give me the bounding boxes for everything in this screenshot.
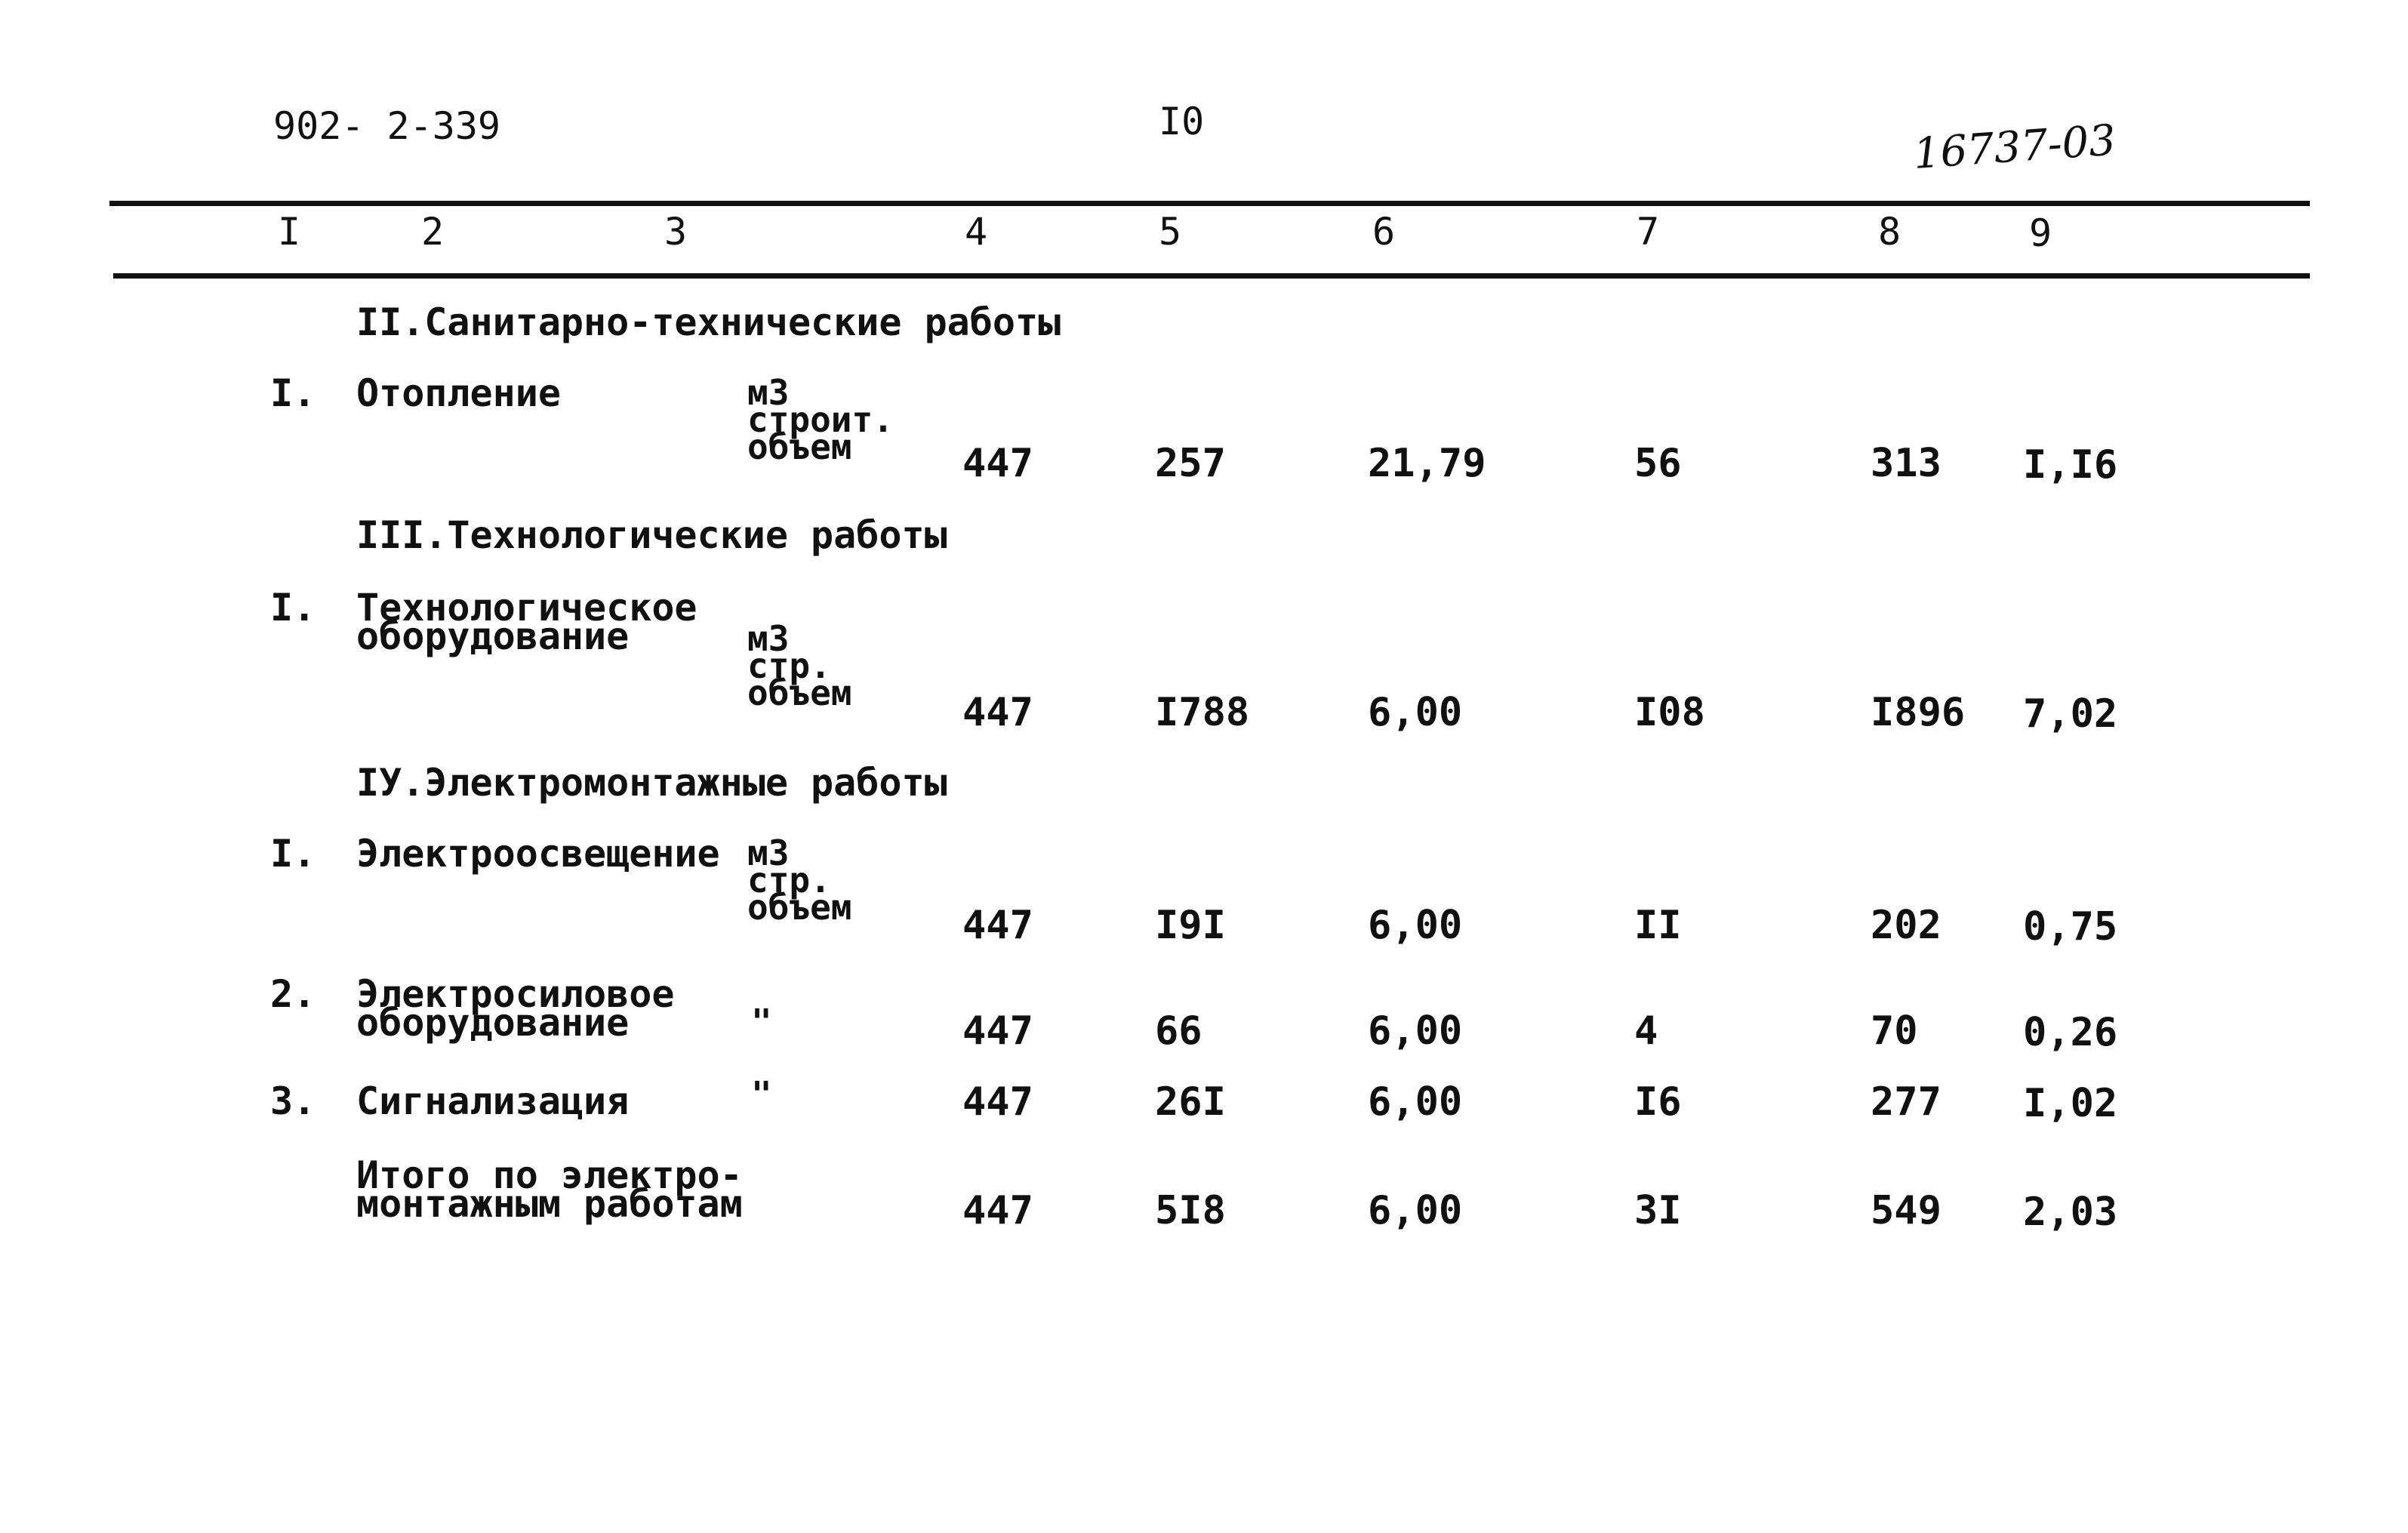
column-header-5: 5 xyxy=(1159,210,1182,254)
row-name: Отопление xyxy=(356,371,561,415)
cell-col9: 7,02 xyxy=(2023,691,2118,737)
cell-col7: 4 xyxy=(1634,1008,1658,1054)
cell-col6: 6,00 xyxy=(1368,690,1463,735)
cell-col4: 447 xyxy=(962,1079,1033,1125)
cell-col4: 447 xyxy=(962,903,1033,948)
column-header-7: 7 xyxy=(1637,210,1660,254)
row-number: I. xyxy=(270,586,316,630)
column-header-6: 6 xyxy=(1372,210,1396,254)
cell-col5: 26I xyxy=(1155,1079,1226,1125)
cell-col8: 202 xyxy=(1871,903,1941,948)
section-title: II.Санитарно-технические работы xyxy=(356,300,1061,344)
row-name: Технологическое оборудование xyxy=(356,586,697,658)
cell-col5: 257 xyxy=(1155,441,1226,486)
row-unit: " xyxy=(751,1074,772,1115)
row-number: 2. xyxy=(270,972,316,1016)
cell-col4: 447 xyxy=(962,441,1033,486)
column-header-4: 4 xyxy=(965,210,988,254)
cell-col6: 6,00 xyxy=(1368,1008,1463,1054)
row-unit: " xyxy=(751,1002,772,1042)
cell-col6: 6,00 xyxy=(1368,903,1463,948)
cell-col8: 313 xyxy=(1871,441,1941,486)
cell-col8: 549 xyxy=(1871,1188,1941,1233)
row-name: Итого по электро- монтажным работам xyxy=(356,1153,743,1226)
document-number: 902- 2-339 xyxy=(273,104,501,148)
cell-col7: I08 xyxy=(1634,690,1705,735)
cell-col4: 447 xyxy=(962,690,1033,735)
cell-col9: I,02 xyxy=(2023,1081,2118,1126)
handwritten-code: 16737-03 xyxy=(1911,115,2117,179)
row-number: I. xyxy=(270,832,316,876)
cell-col5: 66 xyxy=(1155,1008,1202,1054)
cell-col8: I896 xyxy=(1871,690,1966,735)
cell-col7: 56 xyxy=(1634,441,1682,486)
row-unit: м3 строит. объем xyxy=(747,372,894,467)
column-header-1: I xyxy=(278,210,301,254)
cell-col9: 2,03 xyxy=(2023,1190,2118,1235)
cell-col6: 6,00 xyxy=(1368,1188,1463,1233)
row-number: 3. xyxy=(270,1079,316,1123)
cell-col5: I788 xyxy=(1155,690,1250,735)
column-header-3: 3 xyxy=(664,210,688,254)
page-number: I0 xyxy=(1159,100,1205,143)
cell-col5: 5I8 xyxy=(1155,1188,1226,1233)
cell-col9: 0,75 xyxy=(2023,904,2118,950)
cell-col7: 3I xyxy=(1634,1188,1682,1233)
cell-col8: 277 xyxy=(1871,1079,1941,1125)
cell-col7: I6 xyxy=(1634,1079,1682,1125)
column-header-9: 9 xyxy=(2029,211,2052,255)
cell-col4: 447 xyxy=(962,1188,1033,1233)
row-name: Сигнализация xyxy=(356,1079,630,1123)
cell-col6: 6,00 xyxy=(1368,1079,1463,1125)
column-header-8: 8 xyxy=(1878,210,1901,254)
row-name: Электросиловое оборудование xyxy=(356,972,675,1045)
section-title: IУ.Электромонтажные работы xyxy=(356,761,947,805)
row-name: Электроосвещение xyxy=(356,832,720,876)
cell-col9: 0,26 xyxy=(2023,1010,2118,1055)
row-number: I. xyxy=(270,371,316,415)
cell-col7: II xyxy=(1634,903,1682,948)
column-header-2: 2 xyxy=(421,210,445,254)
row-unit: м3 стр. объем xyxy=(747,833,852,928)
row-unit: м3 стр. объем xyxy=(747,618,852,713)
cell-col8: 70 xyxy=(1871,1008,1918,1054)
table-header-rule xyxy=(113,273,2310,279)
cell-col6: 21,79 xyxy=(1368,441,1486,486)
cell-col4: 447 xyxy=(962,1008,1033,1054)
section-title: III.Технологические работы xyxy=(356,513,947,557)
table-top-rule xyxy=(109,201,2310,206)
cell-col5: I9I xyxy=(1155,903,1226,948)
cell-col9: I,I6 xyxy=(2023,442,2118,488)
